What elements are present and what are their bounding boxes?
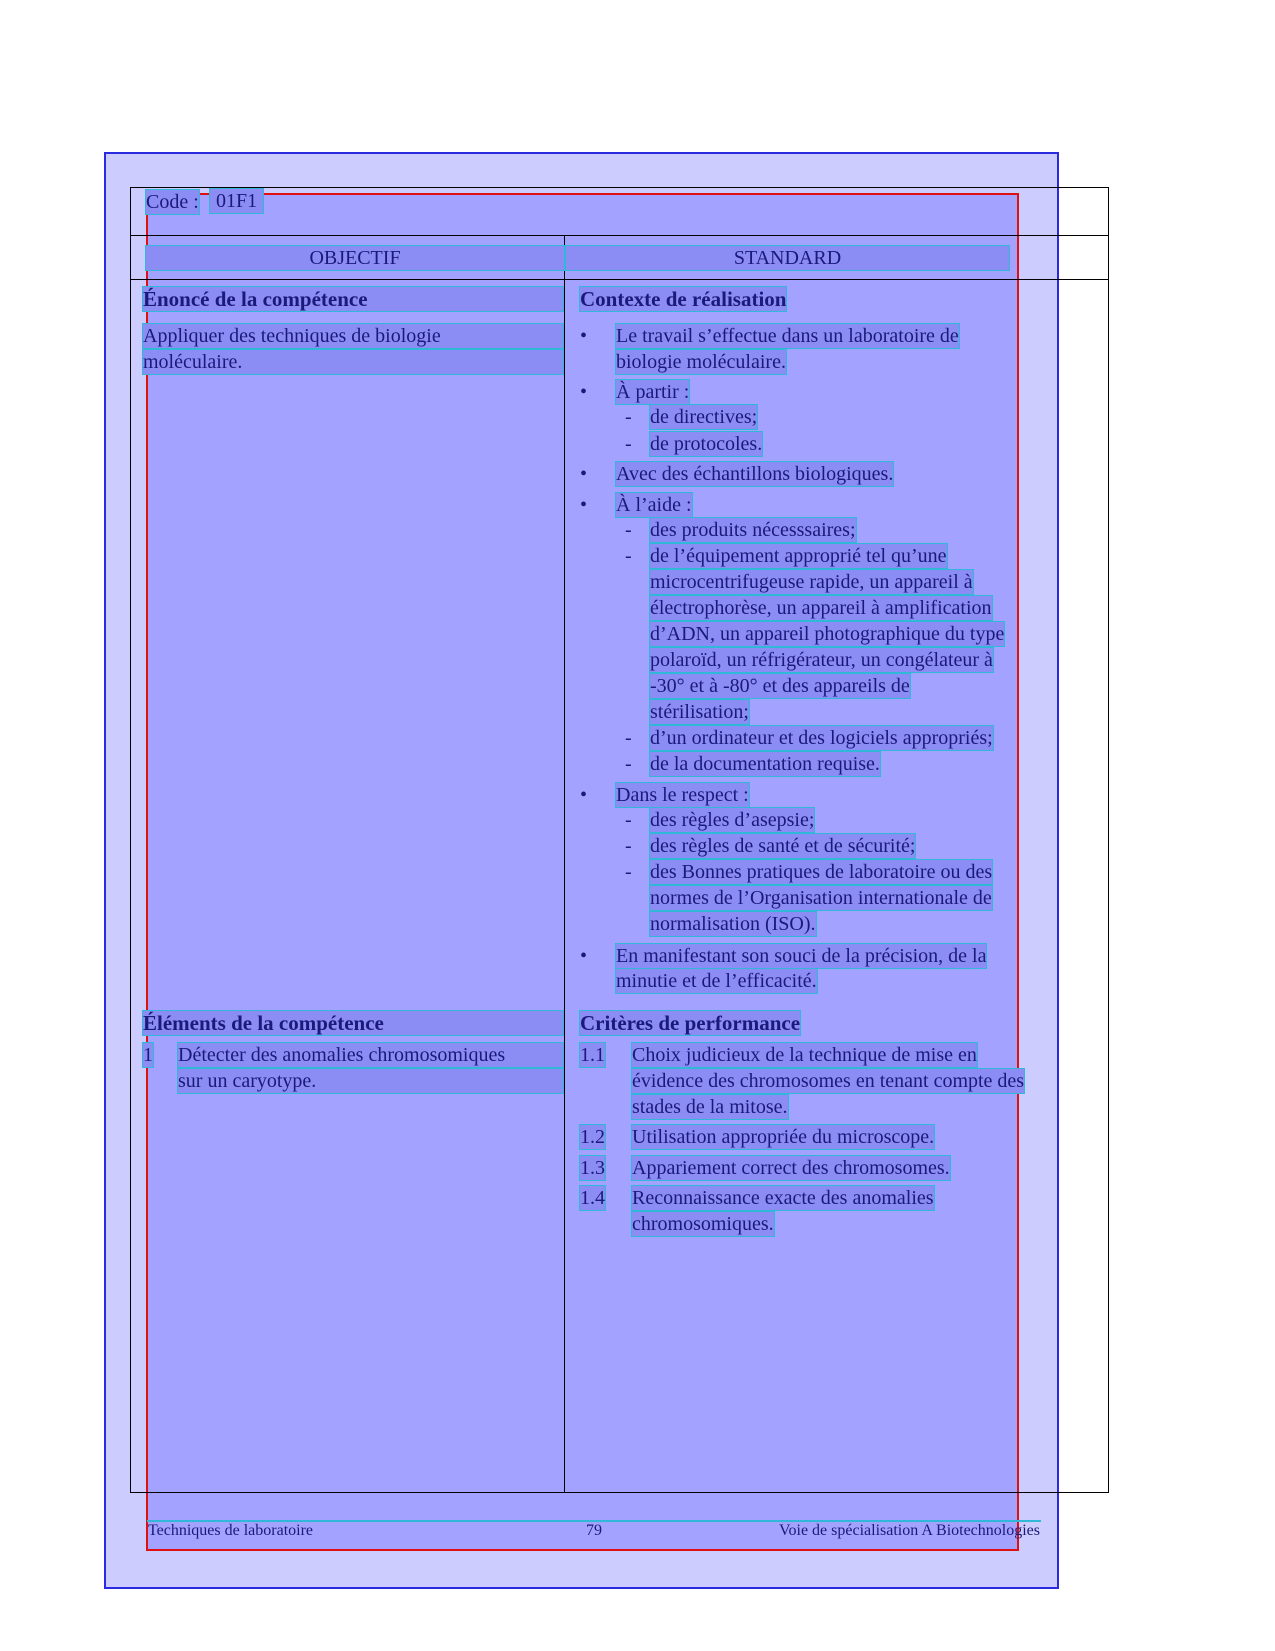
- bullet-2: À partir :: [616, 381, 690, 403]
- dash-marker: -: [625, 433, 632, 455]
- criterion-2-line-1: Utilisation appropriée du microscope.: [632, 1126, 935, 1148]
- bullet-5: Dans le respect :: [616, 784, 749, 806]
- bullet-5-sub-3-line-3: normalisation (ISO).: [650, 913, 816, 935]
- bullet-4-sub-2-line-5: polaroïd, un réfrigérateur, un congélateur à: [650, 649, 993, 671]
- bullet-5-sub-3-line-2: normes de l’Organisation internationale de: [650, 887, 992, 909]
- dash-marker: -: [625, 545, 632, 567]
- bullet-marker: •: [580, 494, 588, 516]
- contexte-title: Contexte de réalisation: [580, 287, 787, 311]
- bullet-4-sub-4: de la documentation requise.: [650, 753, 880, 775]
- header-objectif: OBJECTIF: [146, 246, 564, 270]
- element-1-line-2: sur un caryotype.: [178, 1069, 563, 1093]
- bullet-4-sub-2-line-3: électrophorèse, un appareil à amplification: [650, 597, 992, 619]
- criterion-4-line-2: chromosomiques.: [632, 1213, 774, 1235]
- criterion-1-line-1: Choix judicieux de la technique de mise en: [632, 1044, 977, 1066]
- footer-right: Voie de spécialisation A Biotechnologies: [779, 1522, 1040, 1539]
- bullet-2-sub-1: de directives;: [650, 406, 758, 428]
- element-1-number: 1: [143, 1044, 153, 1066]
- enonce-line-1: Appliquer des techniques de biologie: [143, 324, 563, 348]
- bullet-1-line-1: Le travail s’effectue dans un laboratoire de: [616, 325, 959, 347]
- criterion-1-line-2: évidence des chromosomes en tenant compte des: [632, 1070, 1025, 1092]
- header-standard: STANDARD: [566, 246, 1009, 270]
- code-value: 01F1: [210, 189, 263, 213]
- dash-marker: -: [625, 809, 632, 831]
- bullet-5-sub-3-line-1: des Bonnes pratiques de laboratoire ou des: [650, 861, 993, 883]
- element-1-line-1: Détecter des anomalies chromosomiques: [178, 1043, 563, 1067]
- bullet-4-sub-2-line-6: -30° et à -80° et des appareils de: [650, 675, 910, 697]
- bullet-marker: •: [580, 325, 588, 347]
- table-column-divider: [564, 235, 565, 1493]
- bullet-marker: •: [580, 945, 588, 967]
- bullet-1-line-2: biologie moléculaire.: [616, 351, 786, 373]
- dash-marker: -: [625, 727, 632, 749]
- dash-marker: -: [625, 406, 632, 428]
- bullet-4: À l’aide :: [616, 494, 692, 516]
- bullet-6-line-1: En manifestant son souci de la précision, de la: [616, 945, 987, 967]
- criterion-1-line-3: stades de la mitose.: [632, 1096, 788, 1118]
- bullet-6-line-2: minutie et de l’efficacité.: [616, 970, 817, 992]
- bullet-5-sub-1: des règles d’asepsie;: [650, 809, 815, 831]
- criterion-1-number: 1.1: [580, 1044, 605, 1066]
- bullet-4-sub-2-line-2: microcentrifugeuse rapide, un appareil à: [650, 571, 973, 593]
- enonce-line-2: moléculaire.: [143, 350, 563, 374]
- bullet-marker: •: [580, 463, 588, 485]
- bullet-4-sub-1: des produits nécesssaires;: [650, 519, 856, 541]
- elements-title: Éléments de la compétence: [143, 1011, 563, 1035]
- criterion-2-number: 1.2: [580, 1126, 605, 1148]
- bullet-3: Avec des échantillons biologiques.: [616, 463, 894, 485]
- bullet-4-sub-3: d’un ordinateur et des logiciels appropriés;: [650, 727, 993, 749]
- bullet-5-sub-2: des règles de santé et de sécurité;: [650, 835, 916, 857]
- bullet-4-sub-2-line-4: d’ADN, un appareil photographique du type: [650, 623, 1005, 645]
- criteres-title: Critères de performance: [580, 1011, 801, 1035]
- dash-marker: -: [625, 519, 632, 541]
- code-label: Code :: [146, 191, 199, 213]
- enonce-title: Énoncé de la compétence: [143, 287, 563, 311]
- criterion-3-number: 1.3: [580, 1157, 605, 1179]
- bullet-4-sub-2-line-1: de l’équipement approprié tel qu’une: [650, 545, 947, 567]
- page-number: 79: [586, 1522, 602, 1539]
- bullet-4-sub-2-line-7: stérilisation;: [650, 701, 749, 723]
- criterion-4-number: 1.4: [580, 1187, 605, 1209]
- dash-marker: -: [625, 861, 632, 883]
- footer-left: Techniques de laboratoire: [148, 1522, 314, 1539]
- dash-marker: -: [625, 835, 632, 857]
- bullet-marker: •: [580, 381, 588, 403]
- criterion-3-line-1: Appariement correct des chromosomes.: [632, 1157, 950, 1179]
- table-divider-header: [130, 279, 1109, 280]
- dash-marker: -: [625, 753, 632, 775]
- criterion-4-line-1: Reconnaissance exacte des anomalies: [632, 1187, 934, 1209]
- table-divider-code: [130, 235, 1109, 236]
- bullet-2-sub-2: de protocoles.: [650, 433, 763, 455]
- bullet-marker: •: [580, 784, 588, 806]
